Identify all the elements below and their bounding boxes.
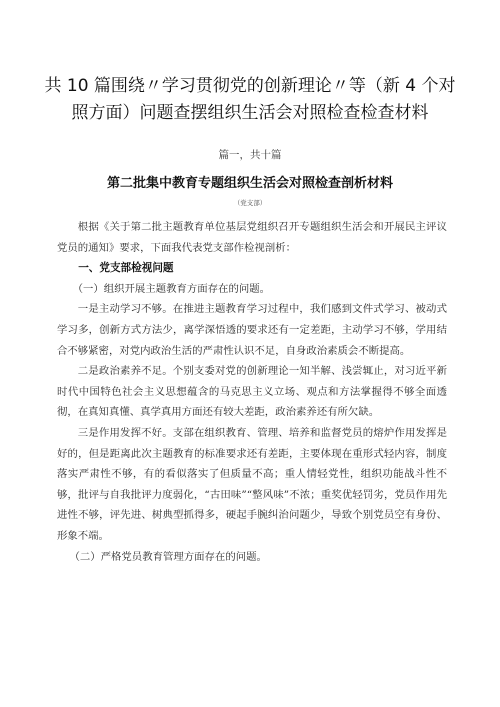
intro-paragraph: 根据《关于第二批主题教育单位基层党组织召开专题组织生活会和开展民主评议党员的通知》要求，下面我代表党支部作检视剖析： — [57, 221, 447, 254]
subheading-1: （一）组织开展主题教育方面存在的问题。 — [72, 282, 271, 295]
paragraph-2: 二是政治素养不足。个别支委对党的创新理论一知半解、浅尝辄止，对习近平新时代中国特色社会主义思想蕴含的马克思主义立场、观点和方法掌握得不够全面透彻，在真知真懂、真学真用方面还有较大差距，政治素养还有所欠缺。 — [57, 365, 447, 419]
document-title: 共 10 篇围绕〃学习贯彻党的创新理论〃等（新 4 个对照方面）问题查摆组织生活会对照检查检查材料 — [44, 76, 456, 124]
subheading-2: （二）严格党员教育管理方面存在的问题。 — [69, 550, 267, 563]
paragraph-3: 三是作用发挥不好。支部在组织教育、管理、培养和监督党员的熔炉作用发挥是好的，但是距离此次主题教育的标准要求还有差距，主要体现在重形式轻内容，制度落实严肃性不够，有的看似落实了但质量不高；重人情轻党性，组织功能战斗性不够，批评与自我批评力度弱化，“古田味”“整风味”不浓；重奖优轻罚劣，党员作用先进性不够，评先进、树典型抓得多，硬起手腕纠治问题少，导致个别党员空有身份、形象不端。 — [57, 426, 447, 542]
paragraph-1: 一是主动学习不够。在推进主题教育学习过程中，我们感到文件式学习、被动式学习多，创新方式方法少，离学深悟透的要求还有一定差距，主动学习不够，学用结合不够紧密，对党内政治生活的严肃性认识不足，自身政治素质会不断提高。 — [57, 303, 447, 357]
document-body — [57, 217, 447, 567]
section-title: 第二批集中教育专题组织生活会对照检查剖析材料 — [106, 176, 393, 191]
heading-1: 一、党支部检视问题 — [78, 262, 174, 275]
part-label: 篇一，共十篇 — [218, 149, 282, 161]
author-label: （党支部） — [233, 199, 267, 207]
